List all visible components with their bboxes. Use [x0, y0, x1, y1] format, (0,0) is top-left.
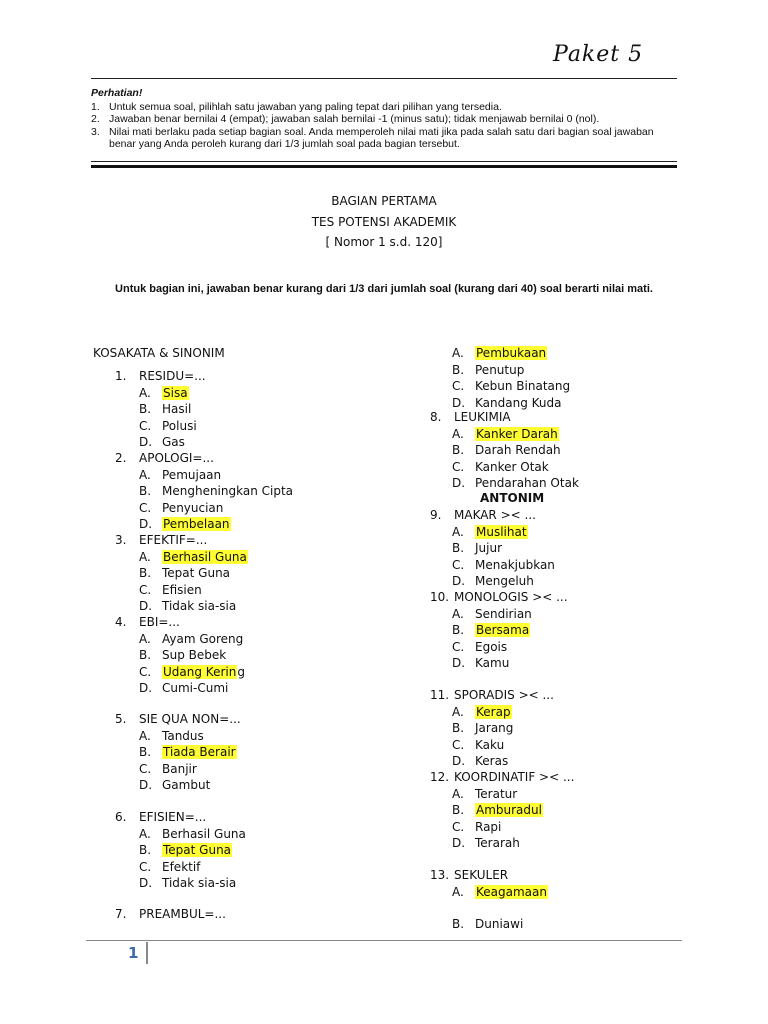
answer-option: D. Kandang Kuda: [452, 395, 562, 410]
right-column: [430, 346, 730, 936]
answer-option: B. Mengheningkan Cipta: [139, 484, 294, 498]
answer-option-highlighted: A. Muslihat: [452, 524, 527, 539]
left-column: [93, 346, 413, 936]
answer-option: B. Duniawi: [452, 917, 524, 931]
answer-option: D. Mengeluh: [452, 574, 534, 588]
question-stem: 5. SIE QUA NON=...: [115, 712, 241, 726]
answer-option-highlighted: A. Kerap: [452, 704, 511, 719]
question-stem: 11. SPORADIS >< ...: [430, 688, 554, 702]
page-number-bar: [146, 942, 148, 964]
question-stem: 8. LEUKIMIA: [430, 410, 511, 424]
question-stem: 13. SEKULER: [430, 868, 509, 882]
notice-item: 3. Nilai mati berlaku pada setiap bagian soal. Anda memperoleh nilai mati jika pada salah satu dari bagian soal jawaban benar yang Anda peroleh kurang dari 1/3 jumlah soal pada bagian tersebut.: [91, 125, 654, 150]
divider-thin: [91, 161, 677, 162]
answer-option: C. Efisien: [139, 582, 202, 597]
answer-option: C. Banjir: [139, 761, 197, 776]
answer-option: B. Tepat Guna: [139, 566, 231, 580]
answer-option: B. Penutup: [452, 362, 525, 377]
question-stem: 9. MAKAR >< ...: [430, 508, 536, 522]
answer-option-highlighted: A. Kanker Darah: [452, 426, 558, 441]
answer-option: D. Pendarahan Otak: [452, 476, 579, 490]
answer-option: B. Hasil: [139, 402, 192, 416]
question-stem: 7. PREAMBUL=...: [115, 907, 226, 921]
question-stem: 3. EFEKTIF=...: [115, 533, 208, 547]
answer-option-highlighted: B. Amburadul: [452, 803, 542, 817]
notice-box: [91, 87, 679, 151]
answer-option: A. Sendirian: [452, 606, 532, 621]
question-stem: 1. RESIDU=...: [115, 369, 206, 383]
answer-option: C. Egois: [452, 639, 508, 654]
answer-option-highlighted: A. Keagamaan: [452, 884, 547, 899]
footer-divider: [86, 940, 682, 941]
answer-option: A. Teratur: [452, 786, 518, 801]
answer-option: C. Kebun Binatang: [452, 379, 571, 393]
answer-option: C. Rapi: [452, 819, 502, 834]
answer-option-highlighted: B. Tiada Berair: [139, 745, 236, 759]
answer-option: D. Terarah: [452, 836, 520, 850]
answer-option-highlighted: D. Pembelaan: [139, 517, 230, 531]
answer-option: B. Darah Rendah: [452, 443, 561, 457]
instruction-text: Untuk bagian ini, jawaban benar kurang dari 1/3 dari jumlah soal (kurang dari 40) soal berarti nilai mati.: [115, 283, 653, 295]
notice-item: 2. Jawaban benar bernilai 4 (empat); jawaban salah bernilai -1 (minus satu); tidak menjawab bernilai 0 (nol).: [91, 113, 600, 125]
question-stem: 2. APOLOGI=...: [115, 451, 214, 465]
answer-option: D. Tidak sia-sia: [139, 599, 237, 613]
answer-option-highlighted: B. Bersama: [452, 623, 530, 637]
answer-option: A. Pemujaan: [139, 467, 222, 482]
notice-item: 1. Untuk semua soal, pilihlah satu jawaban yang paling tepat dari pilihan yang tersedia.: [91, 100, 502, 113]
page-number: 1: [128, 944, 139, 962]
answer-option: D. Cumi-Cumi: [139, 681, 229, 695]
section-title-antonim: ANTONIM: [480, 491, 545, 505]
answer-option: B. Sup Bebek: [139, 648, 227, 662]
answer-option: C. Menakjubkan: [452, 557, 555, 572]
answer-option: C. Polusi: [139, 418, 197, 433]
question-stem: 12. KOORDINATIF >< ...: [430, 770, 575, 784]
answer-option: D. Gas: [139, 435, 185, 449]
answer-option: D. Keras: [452, 754, 509, 768]
section-heading-range: [ Nomor 1 s.d. 120]: [325, 235, 443, 249]
answer-option: B. Jujur: [452, 541, 503, 555]
answer-option: A. Tandus: [139, 728, 204, 743]
answer-option: C. Kaku: [452, 737, 505, 752]
notice-title: Perhatian!: [91, 87, 143, 99]
answer-option: A. Berhasil Guna: [139, 826, 246, 841]
answer-option: A. Ayam Goreng: [139, 631, 244, 646]
answer-option: C. Efektif: [139, 859, 201, 874]
answer-option: C. Penyucian: [139, 500, 224, 515]
section-heading-title: TES POTENSI AKADEMIK: [311, 215, 457, 229]
question-stem: 6. EFISIEN=...: [115, 810, 207, 824]
answer-option: C. Kanker Otak: [452, 459, 549, 474]
section-heading-part: BAGIAN PERTAMA: [331, 194, 437, 208]
answer-option-highlighted: A. Berhasil Guna: [139, 549, 247, 564]
top-divider: [91, 78, 677, 79]
question-stem: 10. MONOLOGIS >< ...: [430, 590, 568, 604]
answer-option-highlighted: C. Udang Kering: [139, 664, 245, 679]
answer-option-highlighted: A. Pembukaan: [452, 346, 547, 360]
notice-list: [91, 101, 679, 151]
divider-thick: [91, 165, 677, 168]
answer-option: D. Gambut: [139, 778, 211, 792]
question-stem: 4. EBI=...: [115, 615, 180, 629]
section-title-sinonim: KOSAKATA & SINONIM: [93, 346, 225, 360]
paket-title: Paket 5: [553, 42, 644, 67]
answer-option: D. Kamu: [452, 656, 510, 670]
answer-option-highlighted: B. Tepat Guna: [139, 843, 232, 857]
answer-option-highlighted: A. Sisa: [139, 385, 188, 400]
answer-option: B. Jarang: [452, 721, 514, 735]
answer-option: D. Tidak sia-sia: [139, 876, 237, 890]
